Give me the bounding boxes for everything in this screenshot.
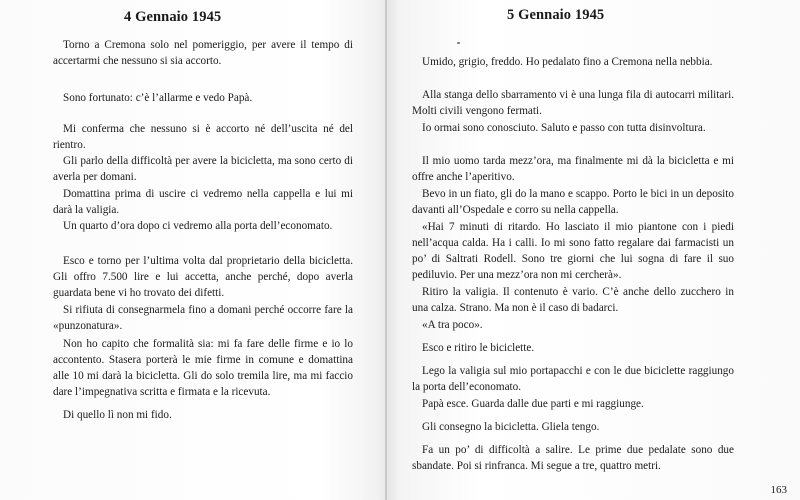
paragraph: Sono fortunato: c’è l’allarme e vedo Papà. xyxy=(63,92,253,104)
paragraph: Domattina prima di uscire ci vedremo nella cappella e lui mi darà la valigia. xyxy=(53,188,353,216)
paragraph: Di quello lì non mi fido. xyxy=(63,409,172,421)
paragraph: Io ormai sono conosciuto. Saluto e passo con tutta disinvoltura. xyxy=(422,122,706,134)
paragraph: Si rifiuta di consegnarmela fino a domani perché occorre fare la «punzonatura». xyxy=(53,304,353,332)
paragraph: Bevo in un fiato, gli do la mano e scappo. Porto le bici in un deposito davanti all’Ospedale e corro su nella cappella. xyxy=(412,188,734,216)
paragraph: Un quarto d’ora dopo ci vedremo alla porta dell’economato. xyxy=(63,220,333,232)
paragraph: Gli parlo della difficoltà per avere la bicicletta, ma sono certo di averla per domani. xyxy=(53,155,353,183)
paragraph: Gli consegno la bicicletta. Gliela tengo. xyxy=(422,421,600,433)
paragraph: Ritiro la valigia. Il contenuto è vario. C’è anche dello zucchero in una calza. Strano. Ma non è il caso di badarci. xyxy=(412,286,734,314)
paragraph: Mi conferma che nessuno si è accorto né dell’uscita né del rientro. xyxy=(53,123,353,151)
page-number: 163 xyxy=(770,484,787,496)
paragraph: Lego la valigia sul mio portapacchi e con le due biciclette raggiungo la porta dell’economato. xyxy=(412,365,734,393)
paragraph: Umido, grigio, freddo. Ho pedalato fino a Cremona nella nebbia. xyxy=(422,56,713,68)
paragraph: Esco e torno per l’ultima volta dal proprietario della bicicletta. Gli offro 7.500 lire e lui accetta, anche perché, dopo averla guardata bene vi ho trovato dei difetti. xyxy=(53,255,353,299)
paragraph: Esco e ritiro le biciclette. xyxy=(422,342,535,354)
right-page-date: 5 Gennaio 1945 xyxy=(507,7,605,23)
print-speck xyxy=(457,42,460,44)
left-page xyxy=(0,0,385,500)
paragraph: Torno a Cremona solo nel pomeriggio, per avere il tempo di accertarmi che nessuno si sia accorto. xyxy=(53,39,353,67)
paragraph: «Hai 7 minuti di ritardo. Ho lasciato il mio piantone con i piedi nell’acqua calda. Ha i calli. Io mi sono fatto regalare dai farmacisti un po’ di Saltrati Rodell. Sono tre giorni che lui sogna di fare il suo pediluvio. Per una mezz’ora non mi cercherà». xyxy=(412,221,734,281)
left-page-date: 4 Gennaio 1945 xyxy=(124,9,222,25)
paragraph: Il mio uomo tarda mezz’ora, ma finalmente mi dà la bicicletta e mi offre anche l’aperitivo. xyxy=(412,155,734,183)
paragraph: Papà esce. Guarda dalle due parti e mi raggiunge. xyxy=(422,398,644,410)
paragraph: Fa un po’ di difficoltà a salire. Le prime due pedalate sono due sbandate. Poi si rinfranca. Mi segue a tre, quattro metri. xyxy=(412,444,734,472)
paragraph: «A tra poco». xyxy=(422,319,483,331)
right-page xyxy=(387,0,800,500)
paragraph: Alla stanga dello sbarramento vi è una lunga fila di autocarri militari. Molti civili vengono fermati. xyxy=(412,89,734,117)
paragraph: Non ho capito che formalità sia: mi fa fare delle firme e io lo accontento. Stasera porterà le mie firme in comune e domattina alle 10 mi darà la bicicletta. Gli do solo tremila lire, ma mi faccio dare l’impegnativa scritta e firmata e la ricevuta. xyxy=(53,338,353,398)
